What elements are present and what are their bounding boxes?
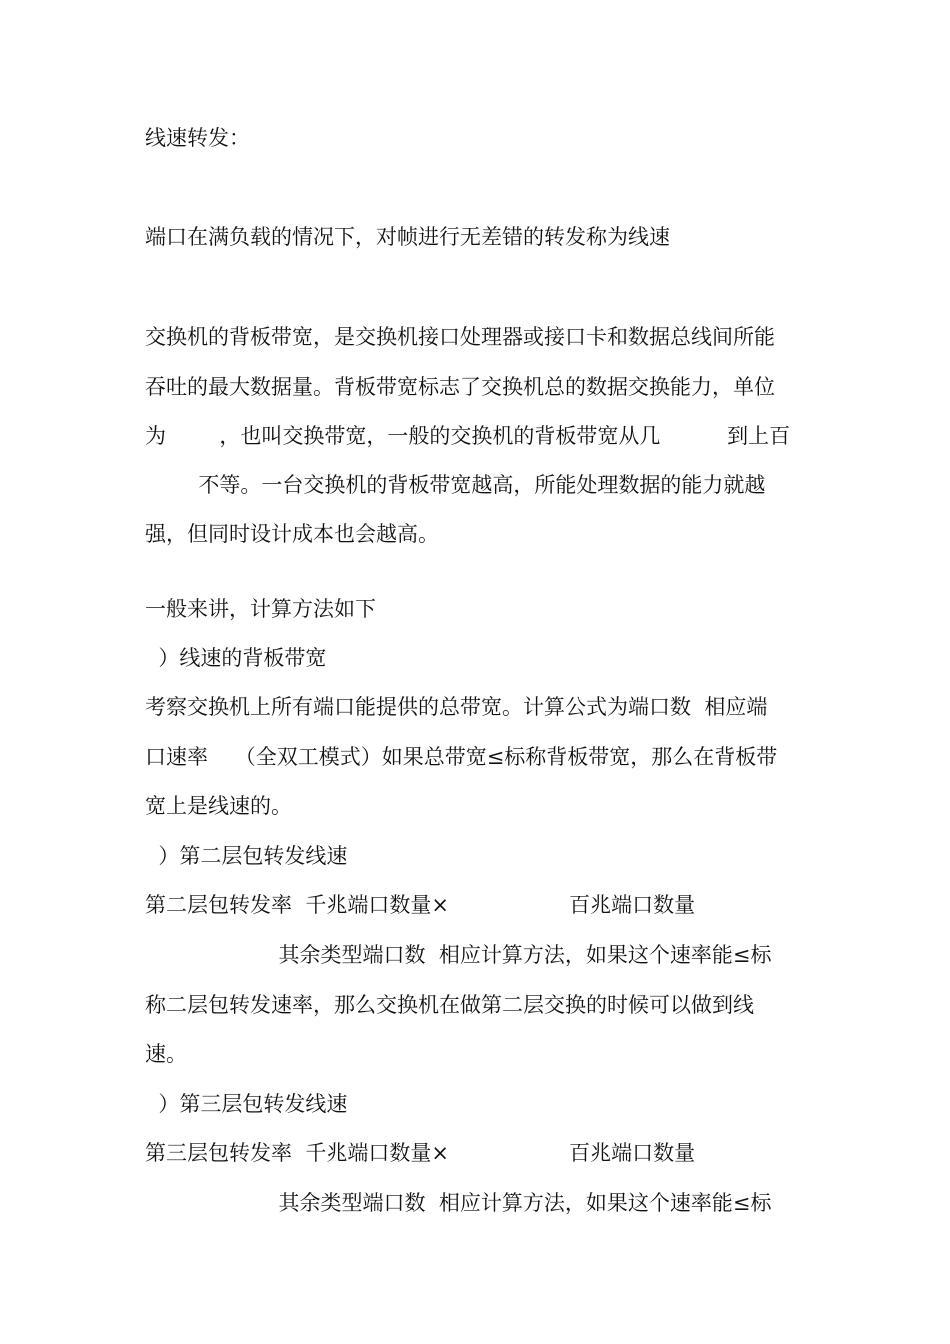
section-2-line-4: 速。 bbox=[145, 1042, 187, 1066]
section-3-line-2: 其余类型端口数 相应计算方法，如果这个速率能≤标 bbox=[145, 1191, 772, 1215]
backplane-paragraph-line-2: 吞吐的最大数据量。背板带宽标志了交换机总的数据交换能力，单位 bbox=[145, 375, 775, 399]
backplane-paragraph-line-5: 强，但同时设计成本也会越高。 bbox=[145, 522, 439, 546]
section-2-line-1: 第二层包转发率 千兆端口数量× 百兆端口数量 bbox=[145, 893, 696, 917]
section-2-line-2: 其余类型端口数 相应计算方法，如果这个速率能≤标 bbox=[145, 943, 772, 967]
section-1-line-2: 口速率 （全双工模式）如果总带宽≤标称背板带宽，那么在背板带 bbox=[145, 745, 778, 769]
backplane-paragraph-line-1: 交换机的背板带宽，是交换机接口处理器或接口卡和数据总线间所能 bbox=[145, 325, 775, 349]
section-2-title: ）第二层包转发线速 bbox=[145, 844, 348, 868]
section-1-title: ）线速的背板带宽 bbox=[145, 646, 327, 670]
section-1-line-1: 考察交换机上所有端口能提供的总带宽。计算公式为端口数 相应端 bbox=[145, 695, 768, 719]
backplane-paragraph-line-4: 不等。一台交换机的背板带宽越高，所能处理数据的能力就越 bbox=[145, 473, 766, 497]
section-3-line-1: 第三层包转发率 千兆端口数量× 百兆端口数量 bbox=[145, 1141, 696, 1165]
section-2-line-3: 称二层包转发速率，那么交换机在做第二层交换的时候可以做到线 bbox=[145, 993, 754, 1017]
backplane-paragraph-line-3: 为 ，也叫交换带宽，一般的交换机的背板带宽从几 到上百 bbox=[145, 424, 791, 448]
section-3-title: ）第三层包转发线速 bbox=[145, 1092, 348, 1116]
section-1-line-3: 宽上是线速的。 bbox=[145, 794, 292, 818]
calculation-intro: 一般来讲，计算方法如下 bbox=[145, 597, 376, 621]
line-rate-definition: 端口在满负载的情况下，对帧进行无差错的转发称为线速 bbox=[145, 225, 670, 249]
heading-line-rate-forwarding: 线速转发： bbox=[145, 126, 250, 150]
